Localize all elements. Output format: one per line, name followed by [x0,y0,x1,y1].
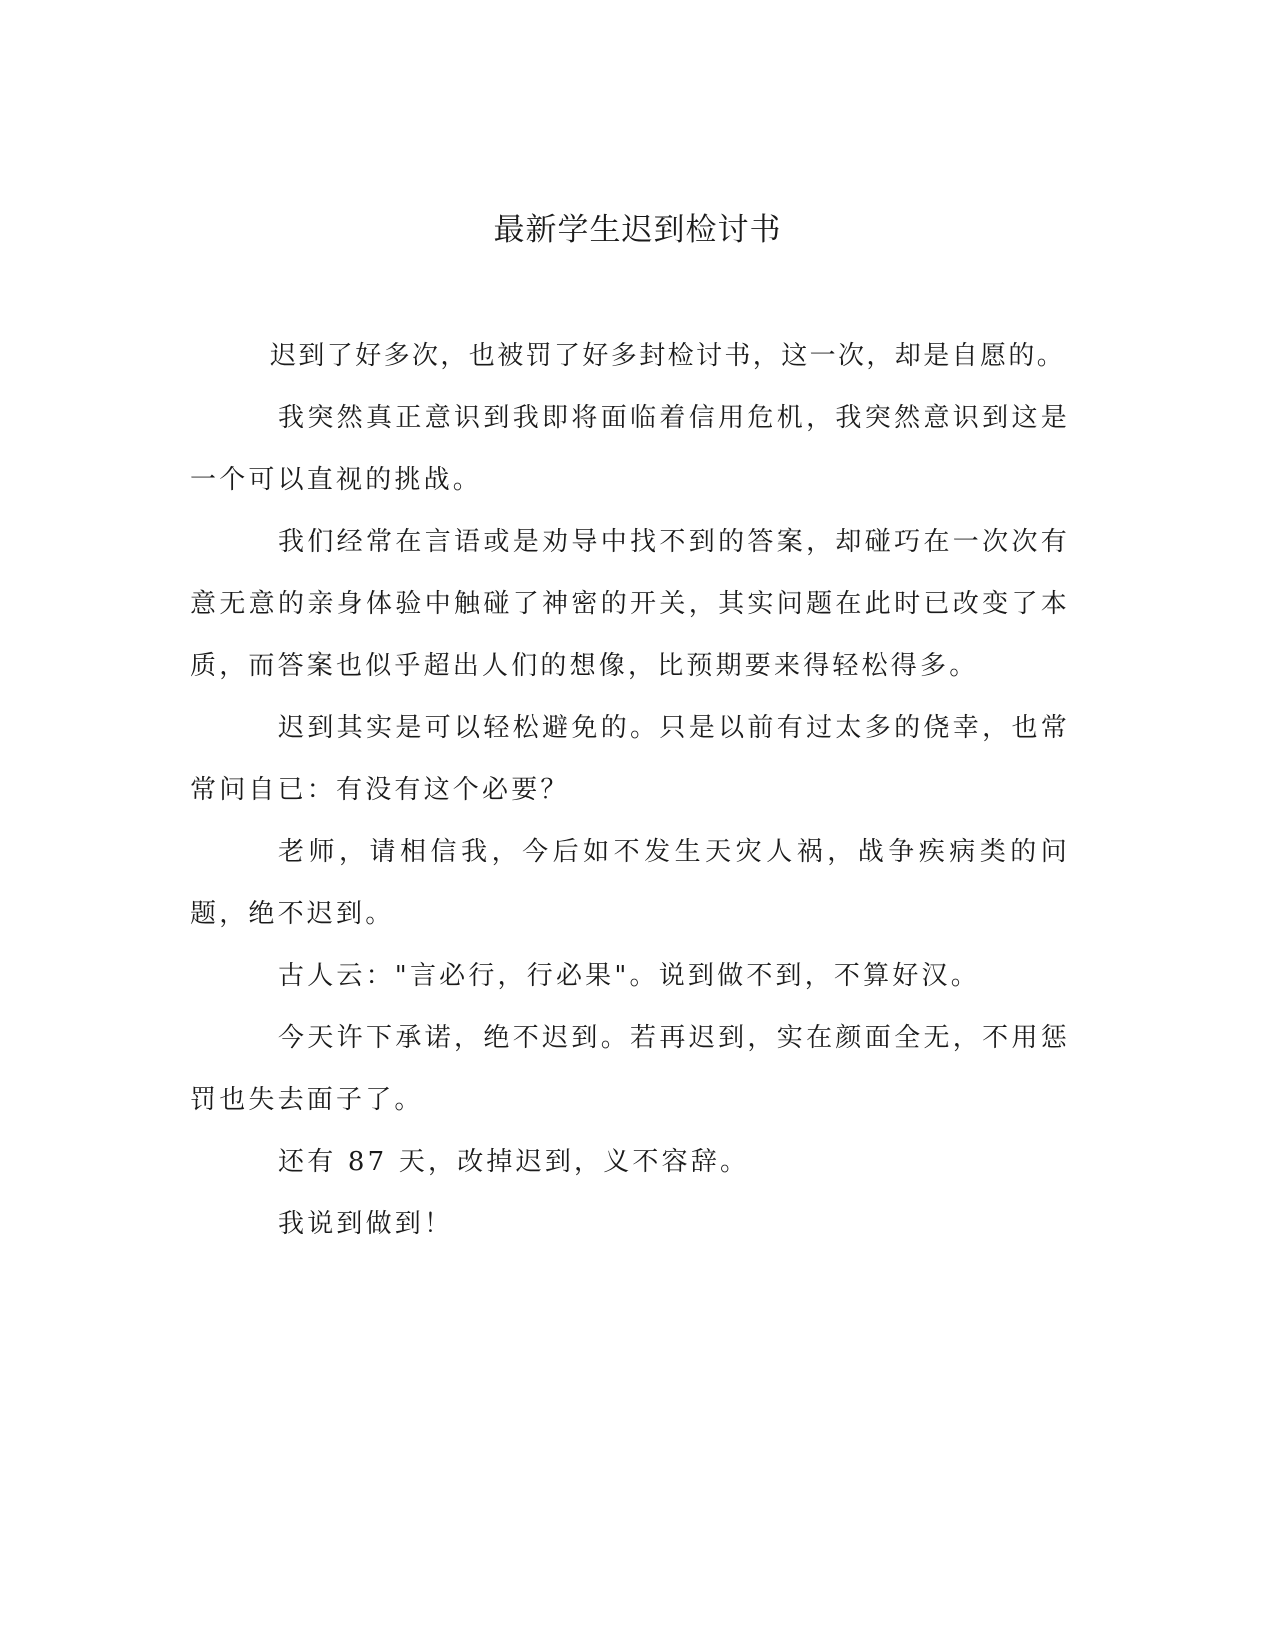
paragraph-1: 迟到了好多次，也被罚了好多封检讨书，这一次，却是自愿的。 [270,341,1066,371]
paragraph-5: 老师，请相信我，今后如不发生天灾人祸，战争疾病类的问题，绝不迟到。 [190,837,1070,929]
paragraph-3: 我们经常在言语或是劝导中找不到的答案，却碰巧在一次次有意无意的亲身体验中触碰了神密的开关，其实问题在此时已改变了本质，而答案也似乎超出人们的想像，比预期要来得轻松得多。 [190,527,1070,681]
paragraph-7: 今天许下承诺，绝不迟到。若再迟到，实在颜面全无，不用惩罚也失去面子了。 [190,1023,1070,1115]
paragraph-4: 迟到其实是可以轻松避免的。只是以前有过太多的侥幸，也常常问自已：有没有这个必要？ [190,713,1070,805]
paragraph-8: 还有 87 天，改掉迟到，义不容辞。 [278,1147,750,1177]
document-title: 最新学生迟到检讨书 [493,212,782,248]
paragraph-6: 古人云："言必行，行必果"。说到做不到，不算好汉。 [278,961,980,991]
document-body [190,325,1070,1255]
paragraph-2: 我突然真正意识到我即将面临着信用危机，我突然意识到这是一个可以直视的挑战。 [190,403,1070,495]
paragraph-9: 我说到做到！ [278,1209,454,1239]
